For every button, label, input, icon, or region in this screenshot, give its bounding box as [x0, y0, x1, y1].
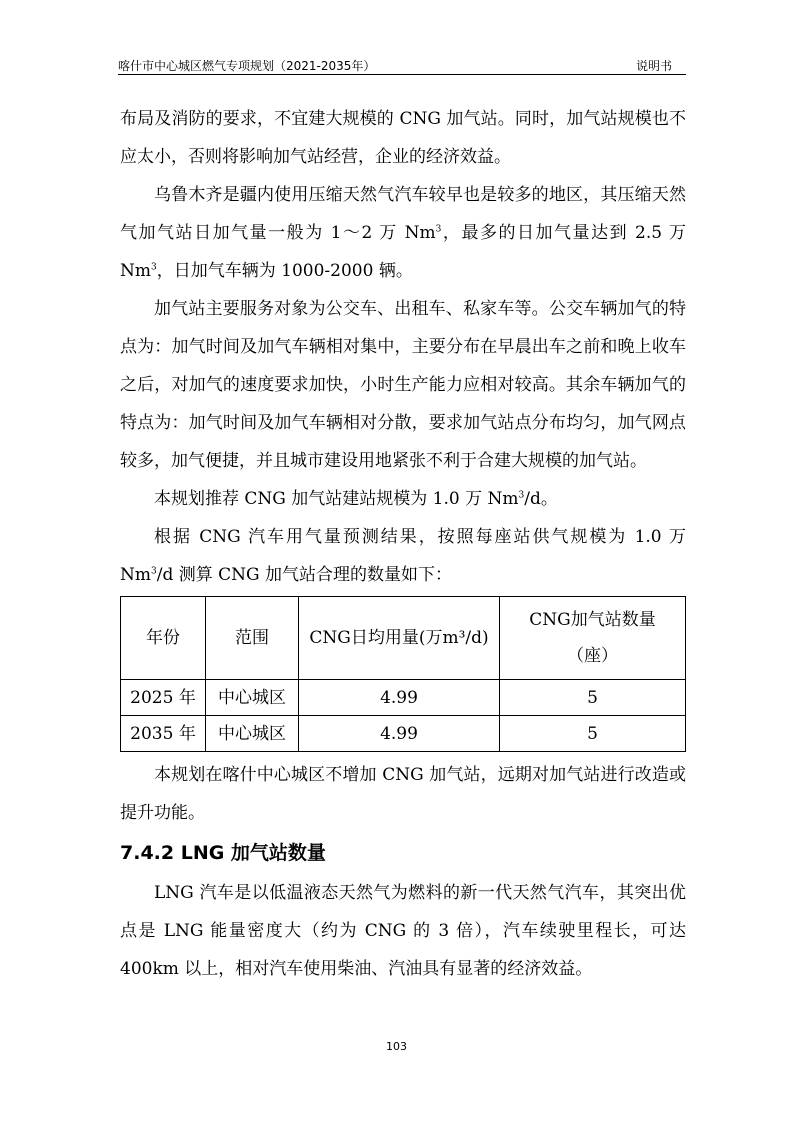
header-rule: [118, 74, 686, 75]
paragraph-2: 乌鲁木齐是疆内使用压缩天然气汽车较早也是较多的地区，其压缩天然气加气站日加气量一般为 1～2 万 Nm$^3$，最多的日加气量达到 2.5 万 Nm$^3$，日加气车辆为 1000-2000 辆。: [120, 185, 686, 281]
table-row: [121, 716, 686, 752]
paragraph-7: LNG 汽车是以低温液态天然气为燃料的新一代天然气汽车，其突出优点是 LNG 能量密度大（约为 CNG 的 3 倍），汽车续驶里程长，可达 400km 以上，相对汽车使用柴油、汽油具有显著的经济效益。: [120, 883, 686, 979]
cell-year: 2035 年: [121, 716, 206, 752]
cell-usage: 4.99: [299, 716, 500, 752]
table-row: [121, 680, 686, 716]
paragraph-5: 根据 CNG 汽车用气量预测结果，按照每座站供气规模为 1.0 万 Nm$^3$/d 测算 CNG 加气站合理的数量如下：: [120, 527, 686, 585]
superscript: 3: [518, 490, 525, 501]
cell-count: 5: [500, 716, 686, 752]
cell-scope: 中心城区: [206, 716, 299, 752]
paragraph-4: 本规划推荐 CNG 加气站建站规模为 1.0 万 Nm$^3$/d。: [154, 489, 558, 509]
cell-usage: 4.99: [299, 680, 500, 716]
document-title: 喀什市中心城区燃气专项规划（2021-2035年）: [118, 59, 376, 73]
page-header: [118, 54, 686, 76]
page-body: [120, 100, 686, 988]
cell-count: 5: [500, 680, 686, 716]
cng-station-table: [120, 596, 686, 752]
table-header-row: [121, 597, 686, 680]
header-scope: 范围: [206, 597, 299, 680]
paragraph-6: 本规划在喀什中心城区不增加 CNG 加气站，远期对加气站进行改造或提升功能。: [120, 765, 686, 823]
cell-scope: 中心城区: [206, 680, 299, 716]
section-heading: 7.4.2 LNG 加气站数量: [120, 842, 326, 864]
superscript: 3: [151, 262, 157, 273]
section-label: 说明书: [635, 59, 672, 73]
page-number: 103: [386, 1040, 407, 1053]
superscript: 3: [435, 224, 442, 235]
header-usage: CNG日均用量(万m³/d): [299, 597, 500, 680]
paragraph-1: 布局及消防的要求，不宜建大规模的 CNG 加气站。同时，加气站规模也不应太小，否则将影响加气站经营，企业的经济效益。: [120, 109, 686, 167]
superscript: 3: [151, 566, 157, 577]
cell-year: 2025 年: [121, 680, 206, 716]
header-year: 年份: [121, 597, 206, 680]
header-count: CNG加气站数量 （座）: [500, 597, 686, 680]
paragraph-3: 加气站主要服务对象为公交车、出租车、私家车等。公交车辆加气的特点为：加气时间及加气车辆相对集中，主要分布在早晨出车之前和晚上收车之后，对加气的速度要求加快，小时生产能力应相对较高。其余车辆加气的特点为：加气时间及加气车辆相对分散，要求加气站点分布均匀，加气网点较多，加气便捷，并且城市建设用地紧张不利于合建大规模的加气站。: [120, 299, 686, 471]
